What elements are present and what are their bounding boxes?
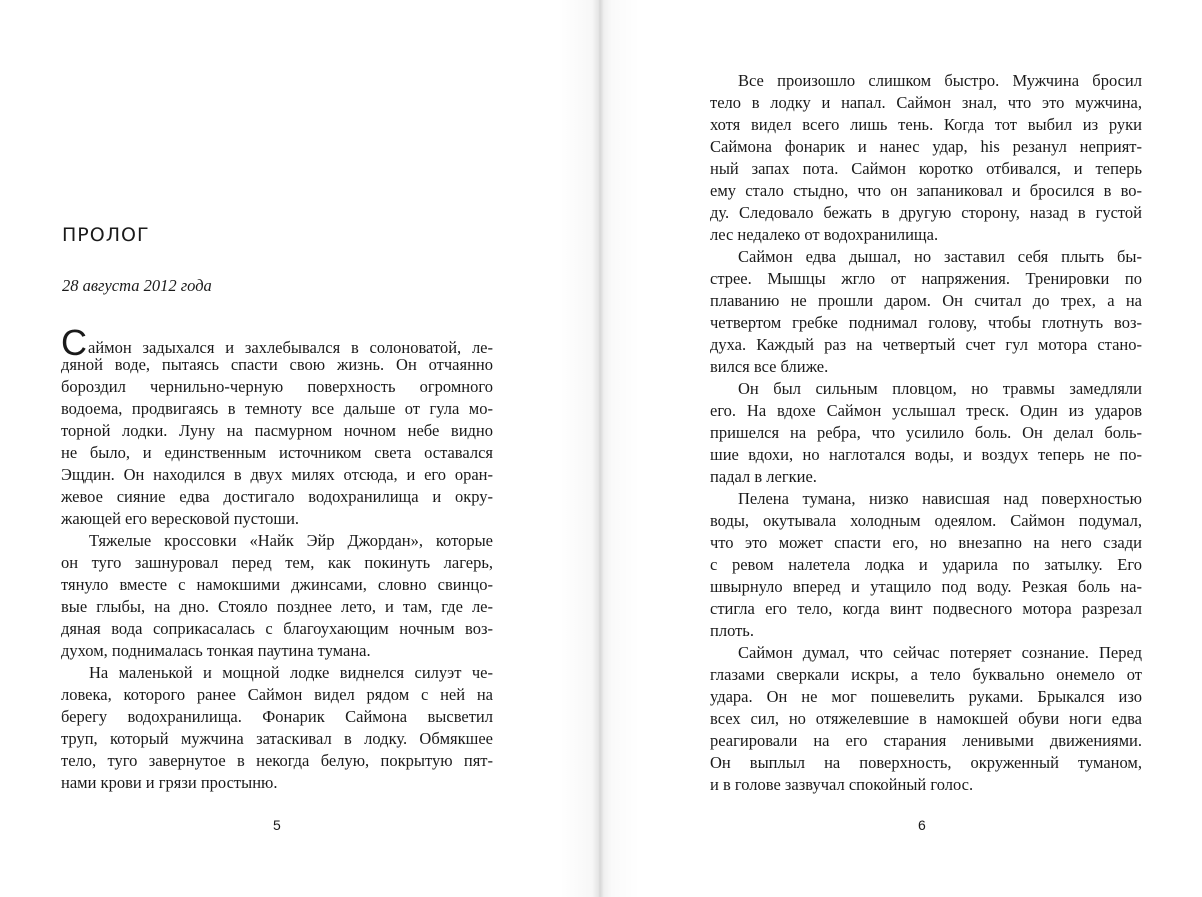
text-line: Саймон едва дышал, но заставил себя плыть бы- (738, 247, 1142, 266)
text-line: Пелена тумана, низко нависшая над поверхностью (738, 489, 1142, 508)
text-line: нами крови и грязи простыню. (61, 773, 278, 792)
text-line: Он был сильным пловцом, но травмы замедляли (738, 379, 1142, 398)
text-line: ловека, которого ранее Саймон видел рядом с ней на (61, 685, 493, 704)
text-line: его. На вдохе Саймон услышал треск. Один из ударов (710, 401, 1142, 420)
text-line: стигла его тело, когда винт подвесного мотора разрезал (710, 599, 1142, 618)
text-line: На маленькой и мощной лодке виднелся силуэт че- (89, 663, 493, 682)
text-line: шие вдохи, но наглотался воды, и воздух теперь не по- (710, 445, 1142, 464)
text-line: он туго зашнуровал перед тем, как покинуть лагерь, (61, 553, 493, 572)
text-line: и в голове зазвучал спокойный голос. (710, 775, 974, 794)
text-line: бороздил чернильно-черную поверхность огромного (61, 377, 493, 396)
chapter-heading: ПРОЛОГ (62, 224, 150, 246)
text-line: не было, и единственным источником света оставался (61, 443, 493, 462)
text-line: пришелся на ребра, что усилило боль. Он делал боль- (710, 423, 1142, 442)
text-line: Саймона фонарик и нанес удар, his резанул неприят- (710, 137, 1142, 156)
text-line: плоть. (710, 621, 754, 640)
text-line: плаванию не прошли даром. Он считал до трех, а на (710, 291, 1142, 310)
left-page-body (61, 322, 493, 794)
text-line: тело в лодку и напал. Саймон знал, что это мужчина, (710, 93, 1142, 112)
text-line: дяная вода соприкасалась с благоухающим ночным воз- (61, 619, 493, 638)
text-line: ду. Следовало бежать в другую сторону, назад в густой (710, 203, 1142, 222)
text-line: духом, поднималась тонкая паутина тумана. (61, 641, 371, 660)
text-line: ный запах пота. Саймон коротко отбивался, и теперь (710, 159, 1142, 178)
text-line: воды, окутывала холодным одеялом. Саймон подумал, (710, 511, 1142, 530)
page-number-left: 5 (273, 817, 281, 833)
drop-cap: С (61, 322, 87, 363)
first-line (61, 322, 493, 363)
text-line: удара. Он не мог пошевелить руками. Брыкался изо (710, 687, 1142, 706)
chapter-date: 28 августа 2012 года (62, 276, 212, 295)
text-line: глазами сверкали искры, а тело буквально онемело от (710, 665, 1142, 684)
text-line: ему стало стыдно, что он запаниковал и бросился в во- (710, 181, 1142, 200)
text-line: водоема, продвигаясь в темноту все дальше от гула мо- (61, 399, 493, 418)
text-line: с ревом налетела лодка и ударила по затылку. Его (710, 555, 1142, 574)
text-line: труп, который мужчина затаскивал в лодку. Обмякшее (61, 729, 493, 748)
text-line: всех сил, но отяжелевшие в намокшей обуви ноги едва (710, 709, 1142, 728)
text-line: стрее. Мышцы жгло от напряжения. Тренировки по (710, 269, 1142, 288)
text-line: Эщдин. Он находился в двух милях отсюда, и его оран- (61, 465, 493, 484)
text-line: вился все ближе. (710, 357, 829, 376)
page-number-right: 6 (918, 817, 926, 833)
right-page-body (710, 70, 1142, 796)
text-line: дяной воде, пытаясь спасти свою жизнь. Он отчаянно (61, 355, 493, 374)
left-page (0, 0, 600, 897)
text-line: хотя видел всего лишь тень. Когда тот выбил из руки (710, 115, 1142, 134)
text-line: Саймон думал, что сейчас потеряет сознание. Перед (738, 643, 1142, 662)
text-line: жевое сияние едва достигало водохранилища и окру- (61, 487, 493, 506)
text-line: вые глыбы, на дно. Стояло позднее лето, и там, где ле- (61, 597, 493, 616)
text-line: Тяжелые кроссовки «Найк Эйр Джордан», которые (89, 531, 493, 550)
text-line: лес недалеко от водохранилища. (710, 225, 939, 244)
text-line: духа. Каждый раз на четвертый счет гул мотора стано- (710, 335, 1142, 354)
first-line-text: аймон задыхался и захлебывался в солоноватой, ле- (88, 338, 493, 357)
text-line: четвертом гребке поднимал голову, чтобы глотнуть воз- (710, 313, 1142, 332)
text-line: швырнуло вперед и утащило под воду. Резкая боль на- (710, 577, 1142, 596)
text-line: тянуло вместе с намокшими джинсами, словно свинцо- (61, 575, 493, 594)
text-line: Все произошло слишком быстро. Мужчина бросил (738, 71, 1142, 90)
text-line: реагировали на его старания ленивыми движениями. (710, 731, 1142, 750)
text-line: падал в легкие. (710, 467, 817, 486)
text-line: берегу водохранилища. Фонарик Саймона высветил (61, 707, 493, 726)
text-line: Он выплыл на поверхность, окруженный туманом, (710, 753, 1142, 772)
text-line: торной лодки. Луну на пасмурном ночном небе видно (61, 421, 493, 440)
text-line: тело, туго завернутое в некогда белую, покрытую пят- (61, 751, 493, 770)
text-line: жающей его вересковой пустоши. (61, 509, 300, 528)
text-line: что это может спасти его, но внезапно на него сзади (710, 533, 1142, 552)
